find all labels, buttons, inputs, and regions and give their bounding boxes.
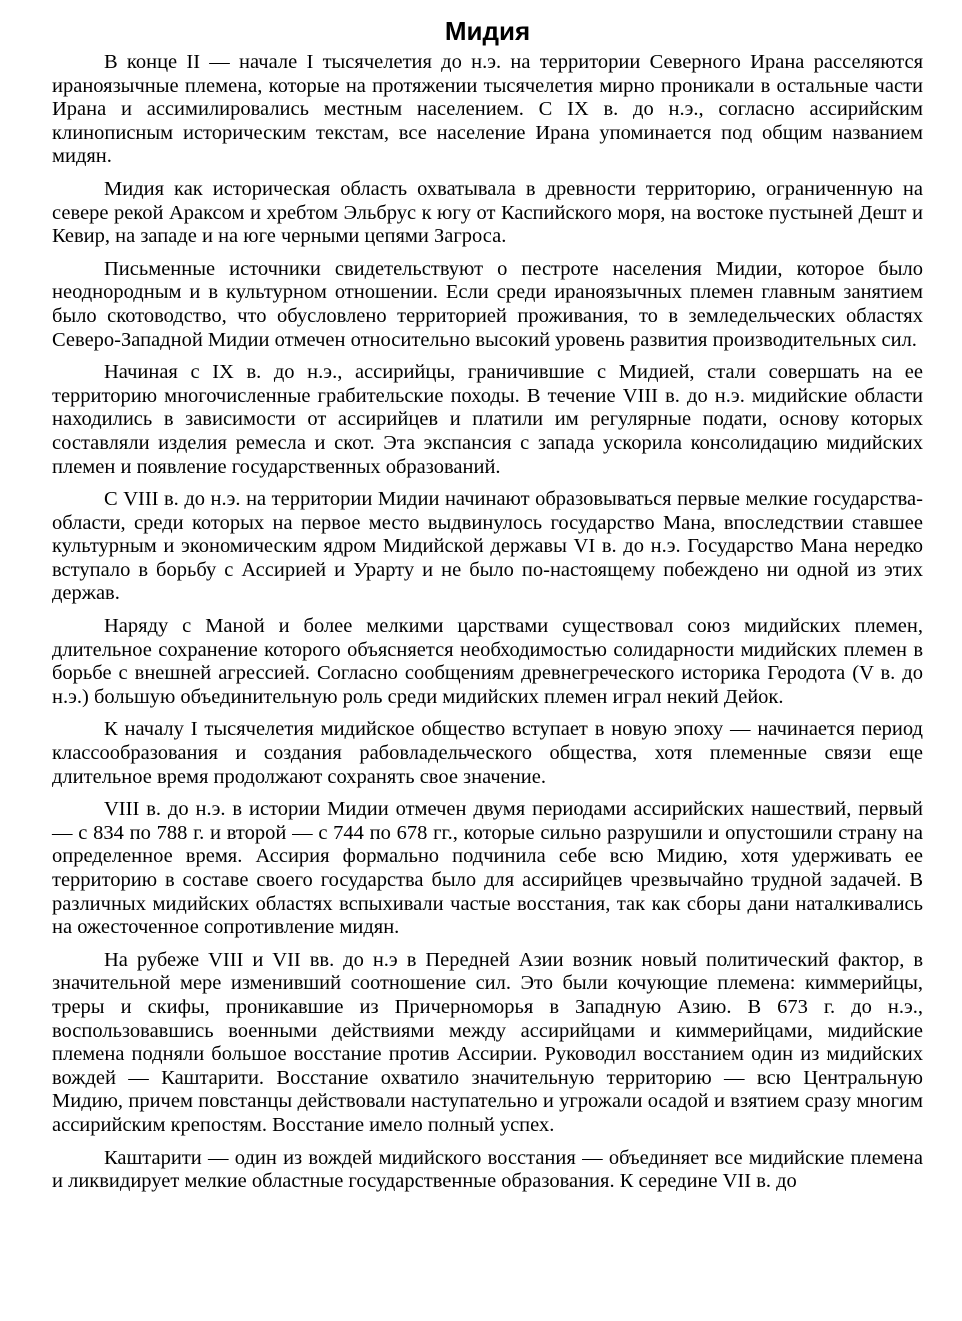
paragraph-8: VIII в. до н.э. в истории Мидии отмечен двумя периодами ассирийских нашествий, первый — с 834 по 788 г. и второй — с 744 по 678 гг., которые сильно разрушили и опустошили страну на определенное время. Ассирия формально подчинила себе всю Мидию, хотя удерживать ее территорию в составе своего государства было для ассирийцев чрезвычайно трудной задачей. В различных мидийских областях вспыхивали частые восстания, так как сборы дани наталкивались на ожесточенное сопротивление мидян. xyxy=(52,798,923,939)
paragraph-6: Наряду с Маной и более мелкими царствами существовал союз мидийских племен, длительное сохранение которого объясняется необходимостью солидарности мидийских племен в борьбе с внешней агрессией. Согласно сообщениям древнегреческого историка Геродота (V в. до н.э.) большую объединительную роль среди мидийских племен играл некий Дейок. xyxy=(52,615,923,708)
paragraph-1: В конце II — начале I тысячелетия до н.э. на территории Северного Ирана расселяются ираноязычные племена, которые на протяжении тысячелетия мирно проникали в остальные части Ирана и ассимилировались местным населением. С IX в. до н.э., согласно ассирийским клинописным историческим текстам, все население Ирана упоминается под общим названием мидян. xyxy=(52,51,923,168)
paragraph-5: С VIII в. до н.э. на территории Мидии начинают образовываться первые мелкие государства-области, среди которых на первое место выдвинулось государство Мана, впоследствии ставшее культурным и экономическим ядром Мидийской державы VI в. до н.э. Государство Мана нередко вступало в борьбу с Ассирией и Урарту и не было по-настоящему побеждено ни одной из этих держав. xyxy=(52,488,923,605)
paragraph-10: Каштарити — один из вождей мидийского восстания — объединяет все мидийские племена и ликвидирует мелкие областные государственные образования. К середине VII в. до xyxy=(52,1146,923,1193)
paragraph-3: Письменные источники свидетельствуют о пестроте населения Мидии, которое было неоднородным и в культурном отношении. Если среди ираноязычных племен главным занятием было скотоводство, что обусловлено территорией проживания, то в земледельческих областях Северо-Западной Мидии отмечен относительно высокий уровень развития производительных сил. xyxy=(52,257,923,351)
paragraph-7: К началу I тысячелетия мидийское общество вступает в новую эпоху — начинается период классообразования и создания рабовладельческого общества, хотя племенные связи еще длительное время продолжают сохранять свое значение. xyxy=(52,718,923,788)
paragraph-4: Начиная с IX в. до н.э., ассирийцы, граничившие с Мидией, стали совершать на ее территорию многочисленные грабительские походы. В течение VIII в. до н.э. мидийские области находились в зависимости от ассирийцев и платили им регулярные подати, основу которых составляли изделия ремесла и скот. Эта экспансия с запада ускорила консолидацию мидийских племен и появление государственных образований. xyxy=(52,361,923,478)
paragraph-2: Мидия как историческая область охватывала в древности территорию, ограниченную на севере рекой Араксом и хребтом Эльбрус к югу от Каспийского моря, на востоке пустыней Дешт и Кевир, на западе и на юге черными цепями Загроса. xyxy=(52,177,923,248)
document-page xyxy=(52,0,923,1203)
paragraph-9: На рубеже VIII и VII вв. до н.э в Передней Азии возник новый политический фактор, в значительной мере изменивший соотношение сил. Это были кочующие племена: киммерийцы, треры и скифы, проникавшие из Причерноморья в Западную Азию. В 673 г. до н.э., воспользовавшись военными действиями между ассирийцами и киммерийцами, мидийские племена подняли большое восстание против Ассирии. Руководил восстанием один из мидийских вождей — Каштарити. Восстание охватило значительную территорию — всю Центральную Мидию, причем повстанцы действовали наступательно и угрожали осадой и взятием сразу многим ассирийским крепостям. Восстание имело полный успех. xyxy=(52,948,923,1136)
document-title: Мидия xyxy=(444,16,531,46)
